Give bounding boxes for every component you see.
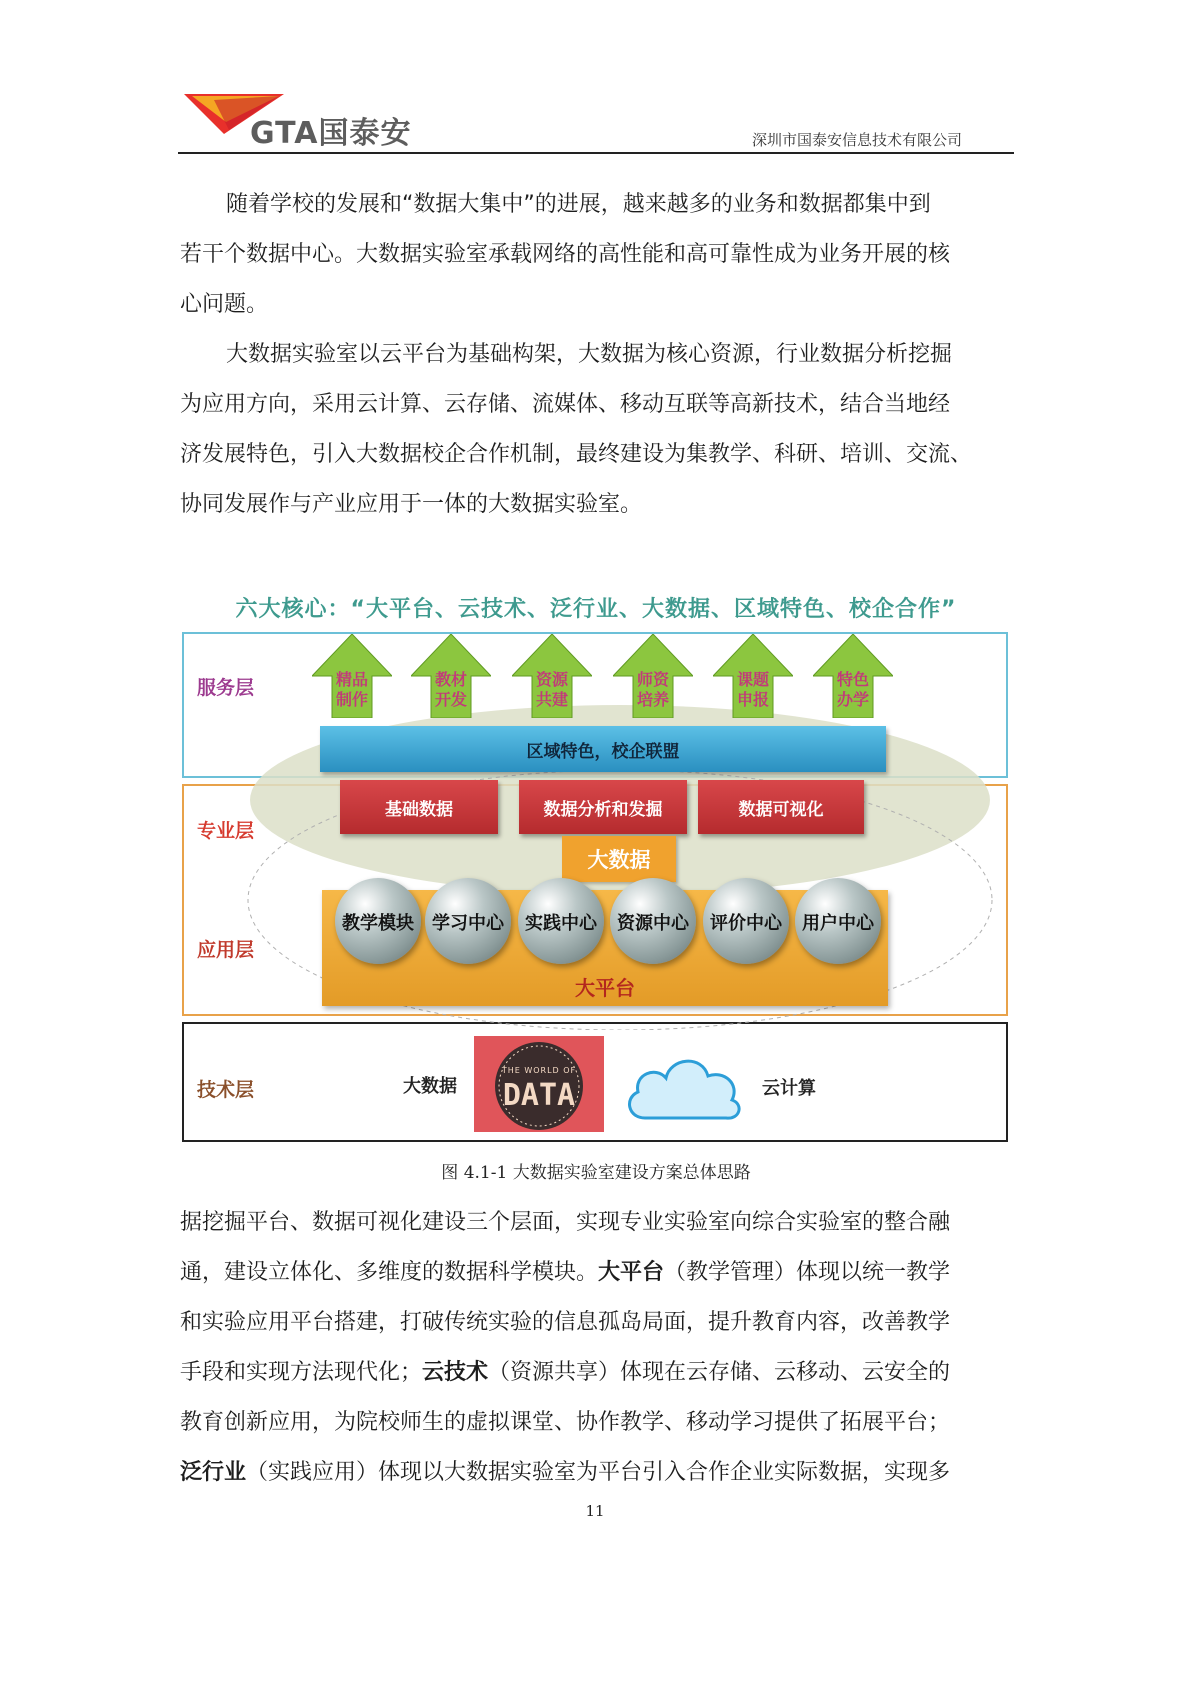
arrow-label: 师资	[636, 670, 669, 689]
arrow-resource-sharing	[512, 634, 592, 718]
text-line: 教育创新应用，为院校师生的虚拟课堂、协作教学、移动学习提供了拓展平台；	[180, 1410, 951, 1435]
tech-cloud-label: 云计算	[762, 1078, 816, 1099]
ball-label: 学习中心	[432, 913, 504, 934]
text-line	[180, 1248, 1012, 1298]
arrow-label: 制作	[335, 690, 368, 709]
data-analysis-box: 数据分析和发掘	[519, 780, 687, 834]
text-line: 济发展特色，引入大数据校企合作机制，最终建设为集教学、科研、培训、交流、	[180, 442, 973, 467]
text-span: 手段和实现方法现代化；	[180, 1360, 423, 1385]
text-line: 据挖掘平台、数据可视化建设三个层面，实现专业实验室向综合实验室的整合融	[180, 1210, 951, 1235]
professional-layer-label: 专业层	[197, 820, 255, 842]
service-layer-label: 服务层	[197, 677, 255, 699]
tech-bigdata-label: 大数据	[403, 1076, 457, 1097]
intro-paragraph-1	[180, 180, 1012, 330]
header-rule	[178, 152, 1014, 154]
cloud-icon	[620, 1040, 750, 1130]
figure-caption: 图 4.1-1 大数据实验室建设方案总体思路	[441, 1163, 751, 1183]
bold-term-cloud-tech: 云技术	[422, 1360, 489, 1385]
text-line: 若干个数据中心。大数据实验室承载网络的高性能和高可靠性成为业务开展的核	[180, 242, 951, 267]
ball-label: 教学模块	[342, 913, 414, 934]
arrow-research-application	[713, 634, 793, 718]
arrow-label: 办学	[836, 690, 869, 709]
data-badge-big-text: DATA	[502, 1078, 576, 1113]
ball-label: 用户中心	[802, 913, 874, 934]
arrow-label: 培养	[636, 690, 669, 709]
text-span: 通，建设立体化、多维度的数据科学模块。	[180, 1260, 599, 1285]
text-line: 心问题。	[180, 292, 269, 317]
arrow-label: 开发	[434, 690, 467, 709]
data-badge	[474, 1036, 604, 1132]
figure-title: 六大核心：“大平台、云技术、泛行业、大数据、区域特色、校企合作”	[235, 597, 957, 622]
data-badge-small-text: THE WORLD OF	[501, 1066, 577, 1075]
intro-paragraph-2	[180, 330, 1012, 530]
ball-label: 评价中心	[710, 913, 782, 934]
application-layer-label: 应用层	[197, 939, 255, 961]
arrow-featured-schooling	[813, 634, 893, 718]
ball-label: 实践中心	[525, 913, 597, 934]
arrow-label: 共建	[535, 690, 568, 709]
text-line	[180, 1348, 1012, 1398]
text-line: 随着学校的发展和“数据大集中”的进展，越来越多的业务和数据都集中到	[226, 192, 931, 217]
arrow-label: 精品	[335, 670, 368, 689]
basic-data-box: 基础数据	[340, 780, 498, 834]
text-span: （实践应用）体现以大数据实验室为平台引入合作企业实际数据，实现多	[246, 1460, 951, 1485]
text-line: 协同发展作与产业应用于一体的大数据实验室。	[180, 492, 643, 517]
arrow-label: 教材	[434, 670, 467, 689]
bold-term-pan-industry: 泛行业	[180, 1460, 247, 1485]
arrow-quality-production	[312, 634, 392, 718]
big-platform-label: 大平台	[575, 976, 635, 1000]
text-line: 为应用方向，采用云计算、云存储、流媒体、移动互联等高新技术，结合当地经	[180, 392, 951, 417]
arrow-textbook-dev	[411, 634, 491, 718]
body-paragraph	[180, 1198, 1012, 1498]
data-visualization-box: 数据可视化	[698, 780, 864, 834]
regional-alliance-bar: 区域特色，校企联盟	[320, 726, 886, 772]
gta-logo-text: GTA国泰安	[250, 116, 412, 151]
technology-layer-label: 技术层	[197, 1079, 255, 1101]
big-data-label-box: 大数据	[562, 836, 676, 882]
arrow-label: 课题	[736, 670, 769, 689]
text-span: （教学管理）体现以统一教学	[664, 1260, 951, 1285]
text-line	[180, 1448, 1012, 1498]
text-line: 和实验应用平台搭建，打破传统实验的信息孤岛局面，提升教育内容，改善教学	[180, 1310, 951, 1335]
arrow-label: 资源	[535, 670, 568, 689]
page-number: 11	[585, 1502, 605, 1520]
arrow-label: 特色	[836, 670, 869, 689]
company-name: 深圳市国泰安信息技术有限公司	[752, 131, 963, 149]
text-line: 大数据实验室以云平台为基础构架，大数据为核心资源，行业数据分析挖掘	[226, 342, 953, 367]
bold-term-big-platform: 大平台	[598, 1260, 665, 1285]
ball-label: 资源中心	[617, 913, 689, 934]
arrow-label: 申报	[736, 690, 769, 709]
arrow-teacher-training	[613, 634, 693, 718]
text-span: （资源共享）体现在云存储、云移动、云安全的	[488, 1360, 951, 1385]
